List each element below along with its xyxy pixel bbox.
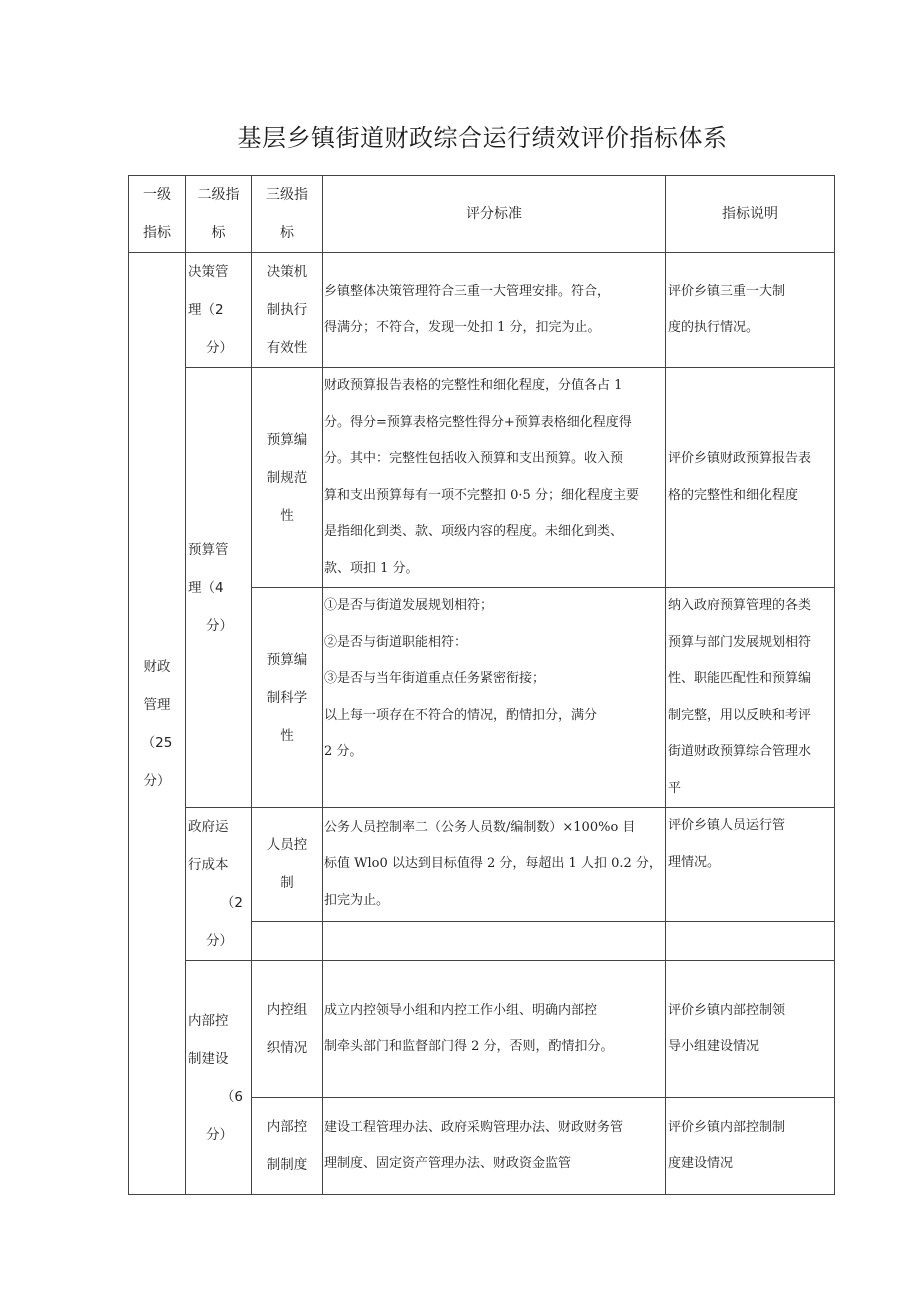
description-budget-norm: 评价乡镇财政预算报告表 格的完整性和细化程度	[666, 368, 835, 588]
level3-budget-norm: 预算编 制规范 性	[252, 368, 323, 588]
category-fiscal-management: 财政 管理 （25 分）	[129, 253, 186, 1195]
level2-budget: 预算管 理（4 分）	[186, 368, 252, 808]
level2-internal-control: 内部控 制建设 （6 分）	[186, 961, 252, 1195]
level3-budget-science: 预算编 制科学 性	[252, 588, 323, 808]
header-level3: 三级指 标	[252, 176, 323, 253]
criteria-control-org: 成立内控领导小组和内控工作小组、明确内部控 制牵头部门和监督部门得 2 分，否则，酌情扣分。	[323, 961, 666, 1098]
criteria-control-system: 建设工程管理办法、政府采购管理办法、财政财务管 理制度、固定资产管理办法、财政资金监管	[323, 1098, 666, 1195]
row-control-org	[129, 961, 835, 1098]
level3-personnel: 人员控 制	[252, 808, 323, 922]
level3-control-org: 内控组 织情况	[252, 961, 323, 1098]
level3-decision: 决策机 制执行 有效性	[252, 253, 323, 368]
description-personnel: 评价乡镇人员运行管 理情况。	[666, 808, 835, 922]
criteria-decision: 乡镇整体决策管理符合三重一大管理安排。符合， 得满分；不符合，发现一处扣 1 分，扣完为止。	[323, 253, 666, 368]
empty-criteria	[323, 921, 666, 960]
description-budget-science: 纳入政府预算管理的各类 预算与部门发展规划相符 性、职能匹配性和预算编 制完整，用以反映和考评 街道财政预算综合管理水 平	[666, 588, 835, 808]
row-decision	[129, 253, 835, 368]
row-personnel	[129, 808, 835, 922]
empty-description	[666, 921, 835, 960]
header-row	[129, 176, 835, 253]
header-level1: 一级 指标	[129, 176, 186, 253]
document-title: 基层乡镇街道财政综合运行绩效评价指标体系	[237, 124, 728, 152]
header-criteria: 评分标准	[323, 176, 666, 253]
level3-control-system: 内部控 制制度	[252, 1098, 323, 1195]
description-decision: 评价乡镇三重一大制 度的执行情况。	[666, 253, 835, 368]
criteria-budget-norm: 财政预算报告表格的完整性和细化程度，分值各占 1 分。得分=预算表格完整性得分+预算表格细化程度得 分。其中：完整性包括收入预算和支出预算。收入预 算和支出预算每有一项不完整扣 0·5 分；细化程度主要 是指细化到类、款、项级内容的程度。未细化到类、 款、项扣 1 分。	[323, 368, 666, 588]
description-control-system: 评价乡镇内部控制制 度建设情况	[666, 1098, 835, 1195]
criteria-budget-science: ①是否与街道发展规划相符； ②是否与街道职能相符： ③是否与当年街道重点任务紧密衔接； 以上每一项存在不符合的情况，酌情扣分，满分 2 分。	[323, 588, 666, 808]
row-budget-norm	[129, 368, 835, 588]
header-description: 指标说明	[666, 176, 835, 253]
description-control-org: 评价乡镇内部控制领 导小组建设情况	[666, 961, 835, 1098]
header-level2: 二级指 标	[186, 176, 252, 253]
empty-level3	[252, 921, 323, 960]
indicator-table	[128, 175, 835, 1195]
level2-cost: 政府运 行成本 （2 分）	[186, 808, 252, 961]
level2-decision: 决策管 理（2 分）	[186, 253, 252, 368]
criteria-personnel: 公务人员控制率二（公务人员数/编制数）×100%o 目 标值 Wlo0 以达到目标值得 2 分，每超出 1 人扣 0.2 分， 扣完为止。	[323, 808, 666, 922]
